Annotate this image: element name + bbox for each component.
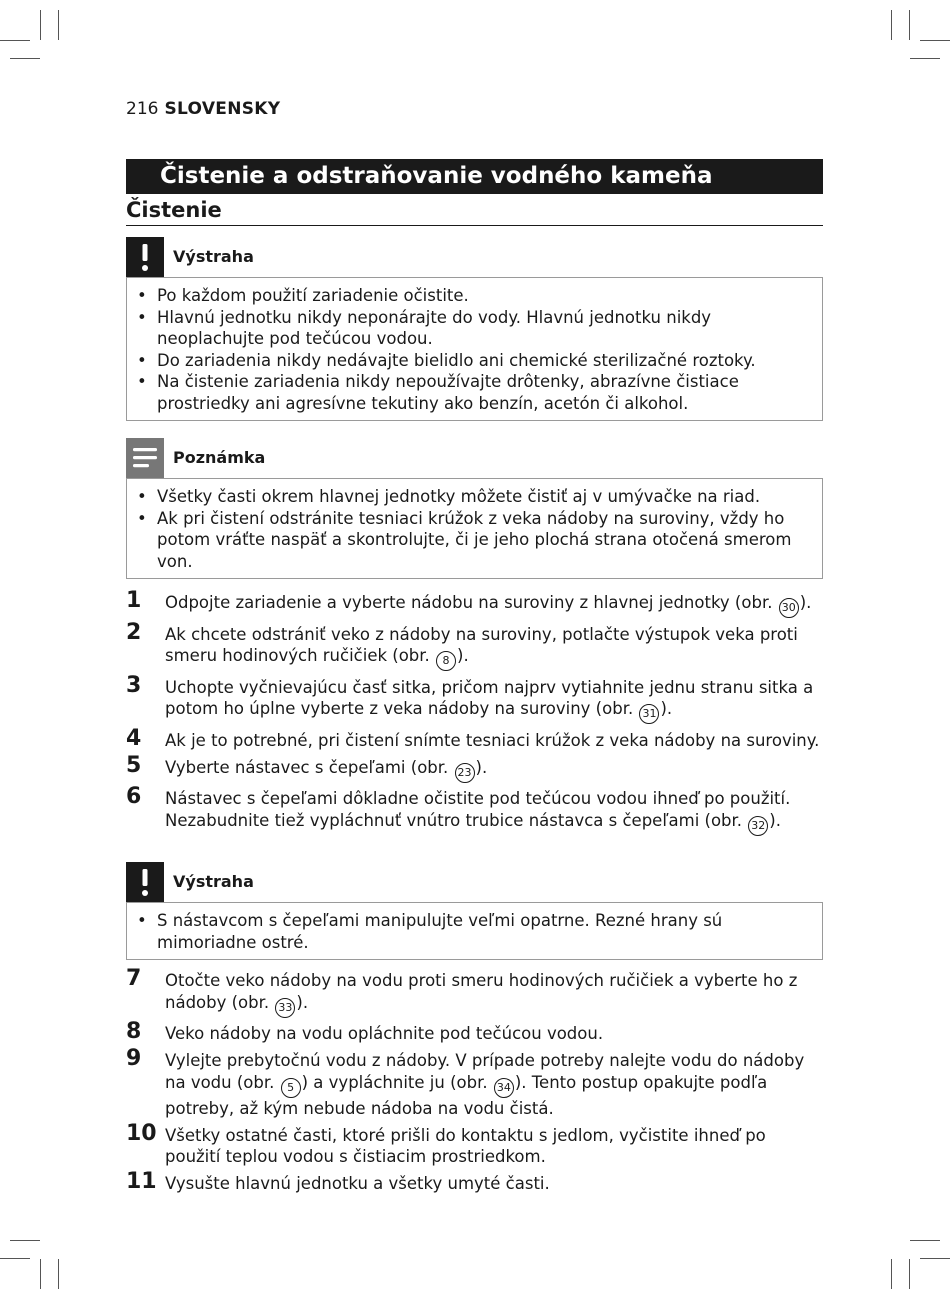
bullet-item: • Všetky časti okrem hlavnej jednotky môžete čistiť aj v umývačke na riad.	[137, 486, 808, 508]
step-number: 3	[126, 672, 142, 698]
crop-mark	[40, 10, 41, 40]
step-number: 4	[126, 725, 142, 751]
warning-box	[126, 902, 823, 960]
step-text: Uchopte vyčnievajúcu časť sitka, pričom najprv vytiahnite jednu stranu sitka a potom ho úplne vyberte z veka nádoby na suroviny (obr.	[165, 677, 814, 718]
step-text: ).	[457, 646, 469, 665]
bullet-item: • S nástavcom s čepeľami manipulujte veľmi opatrne. Rezné hrany sú mimoriadne ostré.	[137, 910, 808, 953]
bullet-item: • Ak pri čistení odstránite tesniaci krúžok z veka nádoby na suroviny, vždy ho potom vráťte naspäť a skontrolujte, či je jeho plochá strana otočená smerom von.	[137, 508, 808, 573]
step-number: 10	[126, 1120, 157, 1146]
step-item	[126, 1019, 826, 1045]
note-title: Poznámka	[173, 448, 266, 467]
step-number: 1	[126, 588, 142, 613]
step-item	[126, 725, 826, 752]
steps-list	[126, 966, 826, 1200]
note-notice	[126, 438, 823, 579]
warning-notice	[126, 862, 823, 960]
step-text: ).	[660, 699, 673, 718]
crop-mark	[58, 1259, 59, 1289]
crop-mark	[920, 40, 950, 41]
steps-list	[126, 588, 826, 841]
step-number: 7	[126, 966, 142, 991]
crop-mark	[10, 58, 40, 59]
step-item	[126, 1120, 826, 1168]
step-text: Ak chcete odstrániť veko z nádoby na suroviny, potlačte výstupok veka proti smeru hodinových ručičiek (obr.	[165, 624, 798, 665]
figure-ref-icon: 34	[494, 1078, 514, 1098]
step-number: 2	[126, 619, 142, 645]
subsection-title: Čistenie	[126, 196, 823, 226]
step-text: ).	[296, 992, 309, 1012]
step-item	[126, 784, 826, 836]
crop-mark	[909, 10, 910, 40]
crop-mark	[0, 40, 30, 41]
page-header	[126, 99, 280, 119]
figure-ref-icon: 5	[281, 1078, 301, 1098]
warning-box	[126, 277, 823, 421]
step-text: Vylejte prebytočnú vodu z nádoby. V prípade potreby nalejte vodu do nádoby na vodu (obr.	[165, 1051, 805, 1092]
step-item	[126, 672, 826, 725]
step-text: ) a vypláchnite ju (obr.	[301, 1072, 493, 1092]
figure-ref-icon: 32	[748, 816, 768, 836]
crop-mark	[40, 1259, 41, 1289]
warning-icon	[126, 237, 164, 277]
crop-mark	[0, 1258, 30, 1259]
step-text: Vysušte hlavnú jednotku a všetky umyté časti.	[165, 1174, 550, 1193]
step-item	[126, 1046, 826, 1119]
section-title: Čistenie a odstraňovanie vodného kameňa	[126, 159, 823, 194]
warning-notice	[126, 237, 823, 421]
bullet-item: • Na čistenie zariadenia nikdy nepoužívajte drôtenky, abrazívne čistiace prostriedky ani agresívne tekutiny ako benzín, acetón či alkohol.	[137, 371, 808, 414]
step-item	[126, 966, 826, 1018]
note-icon	[126, 438, 164, 478]
step-text: Všetky ostatné časti, ktoré prišli do kontaktu s jedlom, vyčistite ihneď po použití teplou vodou s čistiacim prostriedkom.	[165, 1125, 766, 1166]
crop-mark	[920, 1258, 950, 1259]
crop-mark	[58, 10, 59, 40]
step-text: Otočte veko nádoby na vodu proti smeru hodinových ručičiek a vyberte ho z nádoby (obr.	[165, 971, 798, 1012]
step-text: ).	[769, 810, 781, 830]
note-box	[126, 478, 823, 579]
warning-title: Výstraha	[173, 872, 254, 891]
bullet-item: • Do zariadenia nikdy nedávajte bielidlo ani chemické sterilizačné roztoky.	[137, 350, 808, 372]
step-text: Vyberte nástavec s čepeľami (obr.	[165, 757, 454, 777]
step-number: 9	[126, 1046, 142, 1071]
step-text: Ak je to potrebné, pri čistení snímte tesniaci krúžok z veka nádoby na suroviny.	[165, 730, 820, 750]
step-text: ). Tento postup opakujte podľa potreby, až kým nebude nádoba na vodu čistá.	[165, 1072, 768, 1118]
crop-mark	[891, 1259, 892, 1289]
step-number: 6	[126, 784, 142, 809]
page-number: 216	[126, 99, 159, 119]
step-item	[126, 752, 826, 783]
warning-title: Výstraha	[173, 247, 254, 266]
step-text: ).	[799, 593, 812, 612]
step-number: 5	[126, 752, 142, 778]
step-item	[126, 588, 826, 618]
step-text: Veko nádoby na vodu opláchnite pod tečúcou vodou.	[165, 1024, 604, 1043]
bullet-item: • Hlavnú jednotku nikdy neponárajte do vody. Hlavnú jednotku nikdy neoplachujte pod tečúcou vodou.	[137, 307, 808, 350]
crop-mark	[891, 10, 892, 40]
figure-ref-icon: 31	[639, 704, 659, 724]
bullet-item: • Po každom použití zariadenie očistite.	[137, 285, 808, 307]
figure-ref-icon: 8	[436, 651, 456, 671]
warning-icon	[126, 862, 164, 902]
step-number: 11	[126, 1169, 157, 1194]
step-text: Nástavec s čepeľami dôkladne očistite pod tečúcou vodou ihneď po použití. Nezabudnite tiež vypláchnuť vnútro trubice nástavca s čepeľami (obr.	[165, 789, 791, 830]
step-number: 8	[126, 1019, 142, 1044]
crop-mark	[909, 1259, 910, 1289]
step-text: Odpojte zariadenie a vyberte nádobu na suroviny z hlavnej jednotky (obr.	[165, 593, 778, 612]
step-item	[126, 1169, 826, 1195]
figure-ref-icon: 33	[275, 998, 295, 1018]
step-item	[126, 619, 826, 672]
crop-mark	[10, 1240, 40, 1241]
page-language: SLOVENSKY	[164, 99, 281, 119]
step-text: ).	[475, 757, 488, 777]
crop-mark	[910, 1240, 940, 1241]
figure-ref-icon: 30	[779, 598, 799, 618]
figure-ref-icon: 23	[455, 763, 475, 783]
crop-mark	[910, 58, 940, 59]
